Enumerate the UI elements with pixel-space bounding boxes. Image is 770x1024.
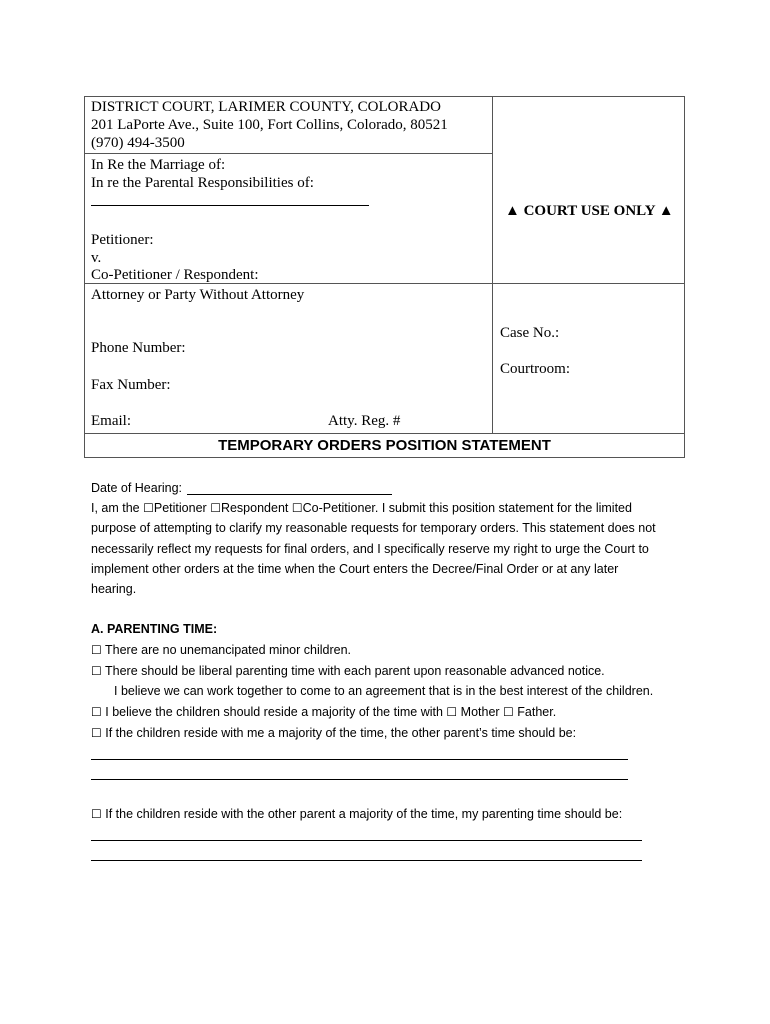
respondent-option: Respondent [220,501,289,515]
date-of-hearing-label: Date of Hearing: [91,481,183,495]
reside-with-other-checkbox[interactable]: ☐ [91,807,102,821]
case-no-label: Case No.: [500,325,560,341]
in-re-parental-label: In re the Parental Responsibilities of: [91,175,314,191]
mother-checkbox[interactable]: ☐ [446,705,458,719]
intro-line-3: necessarily reflect my requests for final orders, and I specifically reserve my right to urge the Court to [91,542,649,556]
reside-with-me-line-1[interactable] [91,759,628,760]
caption-divider-court [84,153,492,154]
phone-label: Phone Number: [91,340,186,356]
reside-with-me-line-2[interactable] [91,779,628,780]
respondent-label: Co-Petitioner / Respondent: [91,267,259,283]
reside-with-me-option [91,723,576,743]
role-statement-line [91,498,632,518]
reside-with-other-label: If the children reside with the other parent a majority of the time, my parenting time should be: [105,807,623,821]
reside-with-other-option [91,804,622,824]
reside-with-other-line-1[interactable] [91,840,642,841]
court-phone: (970) 494-3500 [91,135,185,151]
caption-divider-vertical [492,96,493,434]
petitioner-checkbox[interactable]: ☐ [143,501,154,515]
email-label: Email: [91,413,131,429]
copetitioner-option: Co-Petitioner. [302,501,379,515]
intro-line-4: implement other orders at the time when the Court enters the Decree/Final Order or at any later [91,562,619,576]
court-name: DISTRICT COURT, LARIMER COUNTY, COLORADO [91,99,441,115]
reside-majority-checkbox[interactable]: ☐ [91,705,102,719]
parties-name-line[interactable] [91,205,369,206]
reside-with-other-line-2[interactable] [91,860,642,861]
in-re-marriage-label: In Re the Marriage of: [91,157,226,173]
liberal-time-option [91,661,605,681]
liberal-time-label: There should be liberal parenting time with each parent upon reasonable advanced notice. [105,664,605,678]
liberal-time-detail: I believe we can work together to come to an agreement that is in the best interest of the children. [114,684,654,698]
no-children-label: There are no unemancipated minor children. [105,643,351,657]
courtroom-label: Courtroom: [500,361,570,377]
section-a-heading: A. PARENTING TIME: [91,622,218,636]
intro-line-2: purpose of attempting to clarify my reasonable requests for temporary orders. This statement does not [91,521,656,535]
mother-label: Mother [460,705,500,719]
liberal-time-checkbox[interactable]: ☐ [91,664,102,678]
reside-majority-option [91,702,556,722]
reside-majority-label: I believe the children should reside a majority of the time with [105,705,443,719]
father-checkbox[interactable]: ☐ [503,705,514,719]
document-title: TEMPORARY ORDERS POSITION STATEMENT [218,437,551,454]
atty-reg-label: Atty. Reg. # [328,413,401,429]
no-children-checkbox[interactable]: ☐ [91,643,102,657]
copetitioner-checkbox[interactable]: ☐ [291,501,303,515]
role-prefix: I, am the [91,501,140,515]
petitioner-option: Petitioner [153,501,207,515]
versus-label: v. [91,250,102,266]
respondent-checkbox[interactable]: ☐ [210,501,221,515]
intro-line-5: hearing. [91,582,137,596]
date-of-hearing-field[interactable] [187,494,392,495]
no-children-option [91,640,351,660]
reside-with-me-label: If the children reside with me a majority of the time, the other parent’s time should be: [105,726,577,740]
court-address: 201 LaPorte Ave., Suite 100, Fort Collins, Colorado, 80521 [91,117,448,133]
fax-label: Fax Number: [91,377,171,393]
caption-divider-title [84,433,685,434]
attorney-label: Attorney or Party Without Attorney [91,287,305,303]
petitioner-label: Petitioner: [91,232,154,248]
reside-with-me-checkbox[interactable]: ☐ [91,726,102,740]
father-label: Father. [517,705,557,719]
role-suffix: I submit this position statement for the limited [381,501,632,515]
court-use-only-label: ▲ COURT USE ONLY ▲ [505,203,674,219]
